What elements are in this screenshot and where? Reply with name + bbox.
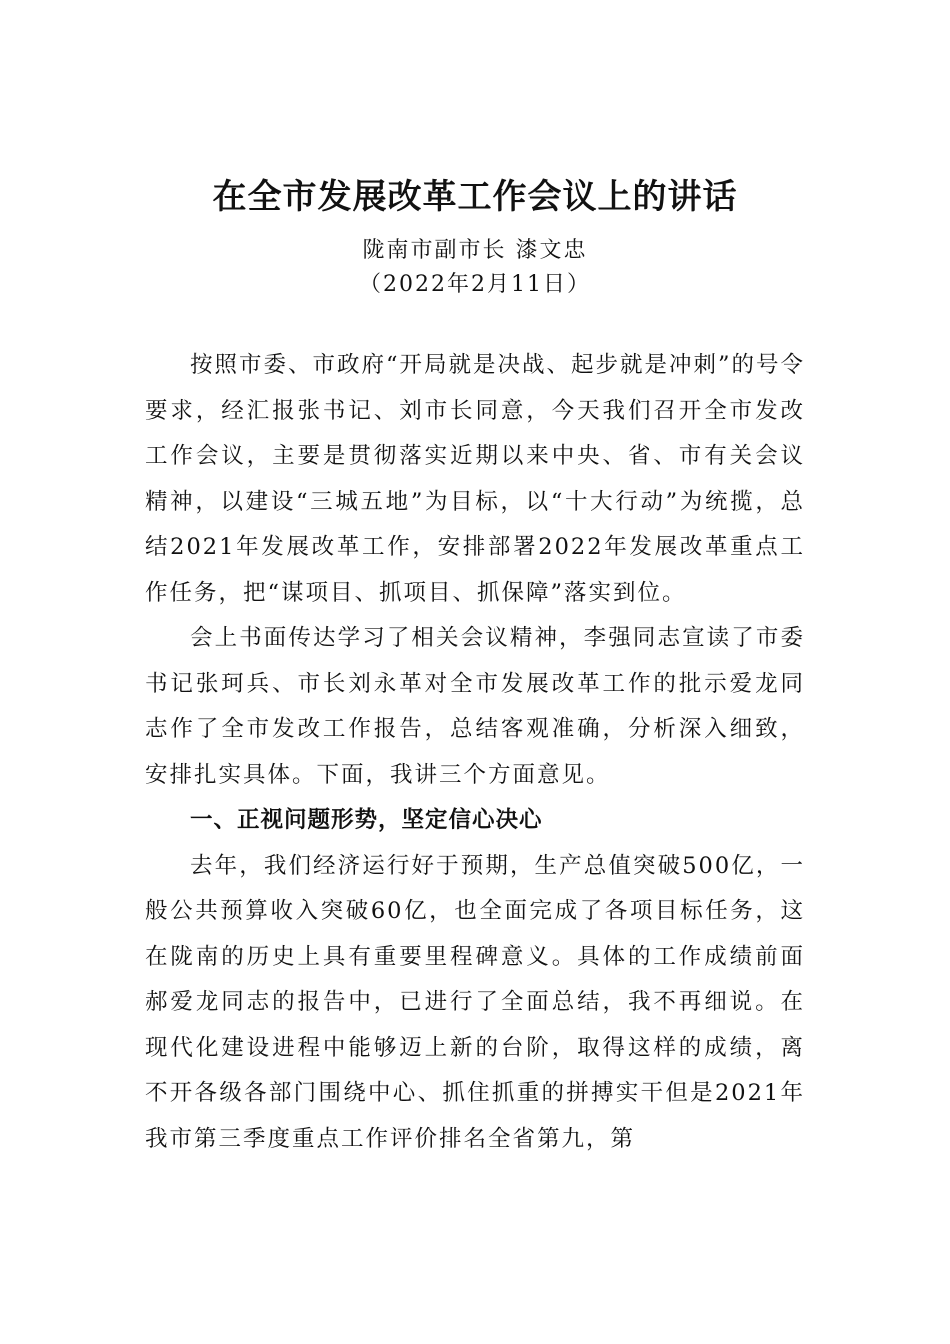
section-heading: 一、正视问题形势，坚定信心决心: [190, 807, 543, 833]
document-title: 在全市发展改革工作会议上的讲话: [212, 177, 738, 217]
paragraph-intro: 按照市委、市政府“开局就是决战、起步就是冲刺”的号令要求，经汇报张书记、刘市长同意，今天我们召开全市发改工作会议，主要是贯彻落实近期以来中央、省、市有关会议精神，以建设“三城五地”为目标，以“十大行动”为统揽，总结2021年发展改革工作，安排部署2022年发展改革重点工作任务，把“谋项目、抓项目、抓保障”落实到位。: [145, 352, 806, 606]
author-line: 陇南市副市长 漆文忠: [362, 238, 588, 263]
paragraph-meeting-summary: 会上书面传达学习了相关会议精神，李强同志宣读了市委书记张珂兵、市长刘永革对全市发展改革工作的批示爱龙同志作了全市发改工作报告，总结客观准确，分析深入细致，安排扎实具体。下面，我讲三个方面意见。: [145, 625, 805, 788]
paragraph-section-one: 去年，我们经济运行好于预期，生产总值突破500亿，一般公共预算收入突破60亿，也全面完成了各项目标任务，这在陇南的历史上具有重要里程碑意义。具体的工作成绩前面郝爱龙同志的报告中，已进行了全面总结，我不再细说。在现代化建设进程中能够迈上新的台阶，取得这样的成绩，离不开各级各部门围绕中心、抓住抓重的拼搏实干但是2021年我市第三季度重点工作评价排名全省第九，第: [145, 852, 805, 1152]
document-body: [145, 343, 805, 1162]
date-line: （2022年2月11日）: [359, 272, 591, 297]
